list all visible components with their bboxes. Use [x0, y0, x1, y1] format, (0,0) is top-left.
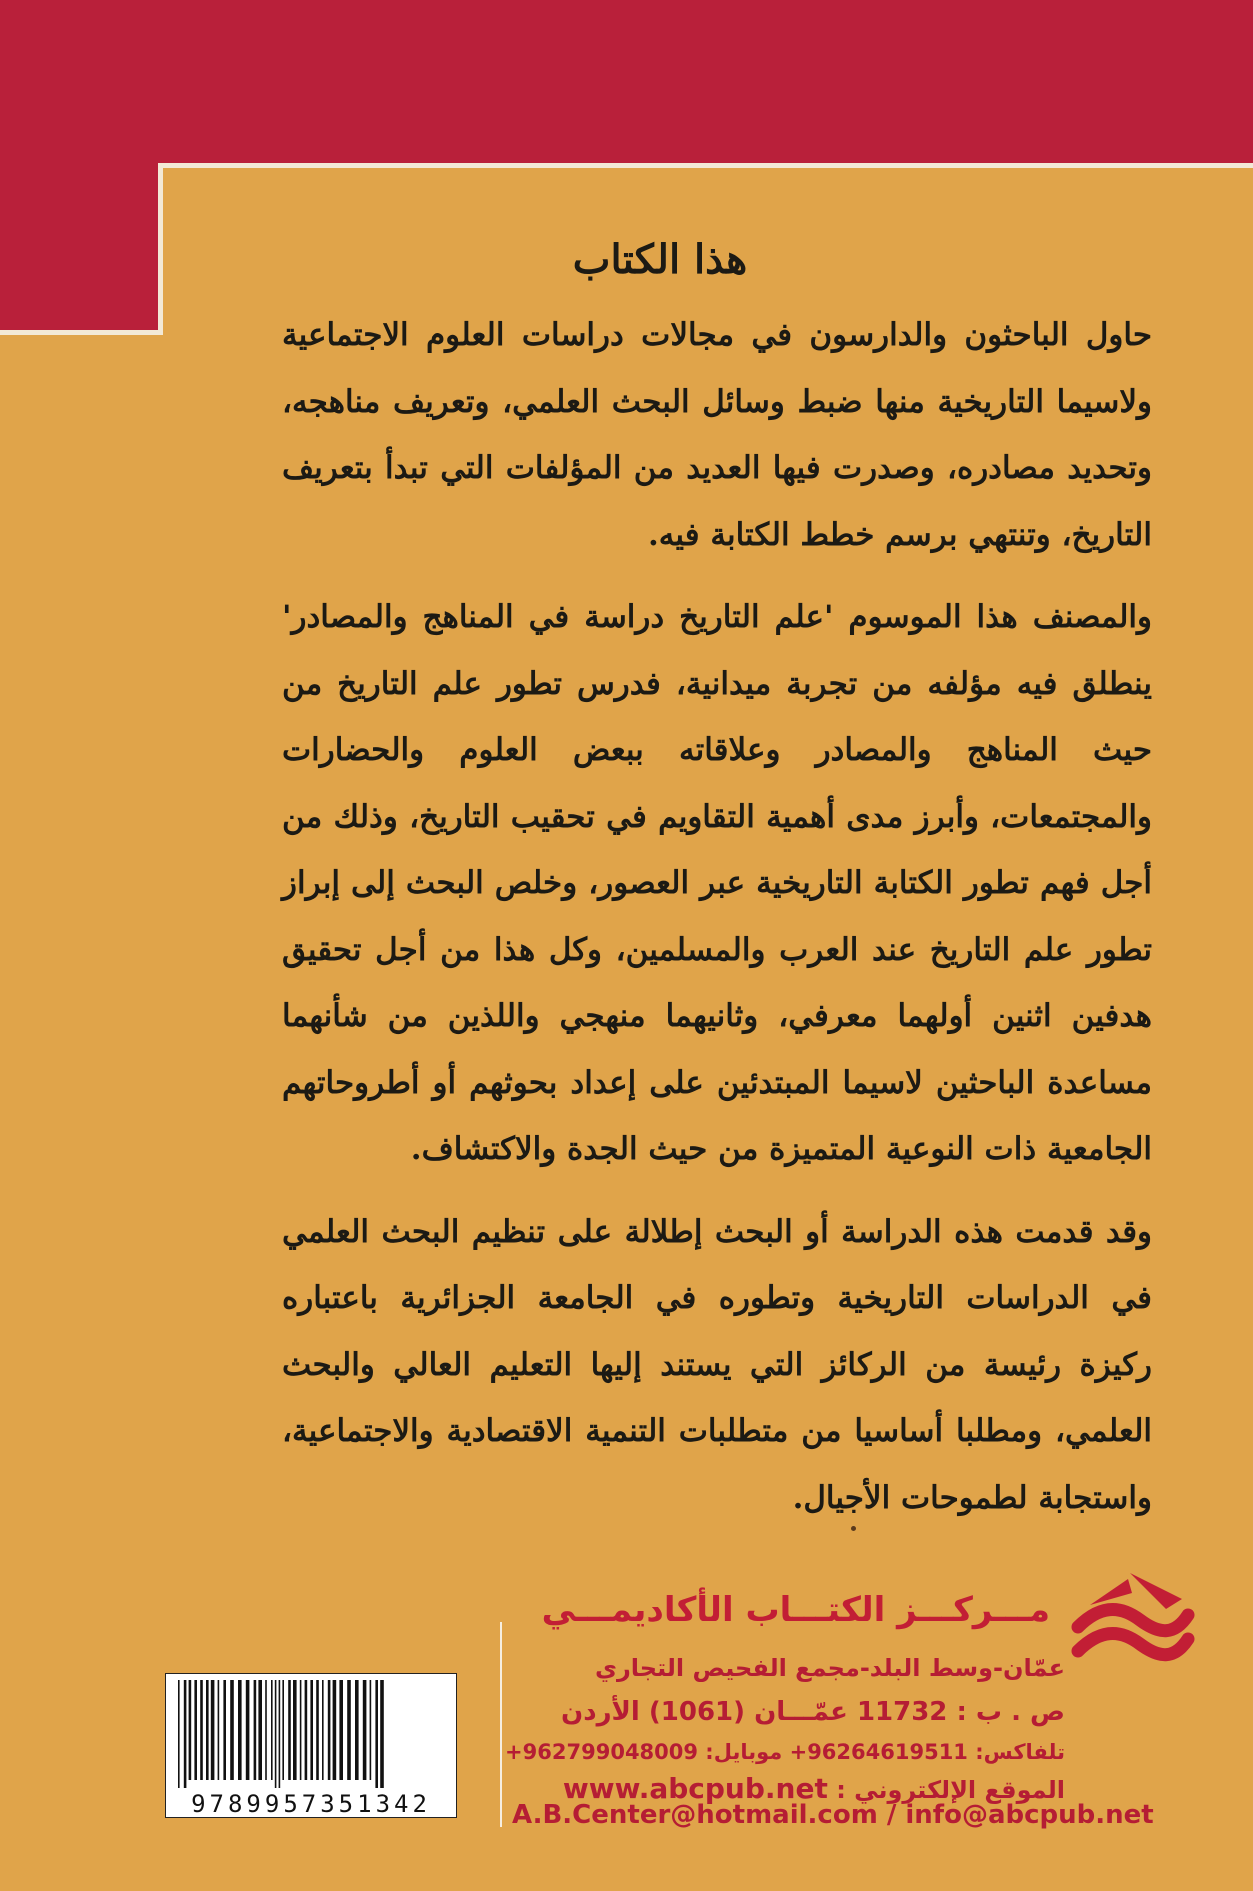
side-red-band — [0, 167, 162, 333]
website-link[interactable]: www.abcpub.net — [562, 1772, 828, 1805]
barcode-bar — [288, 1680, 291, 1780]
barcode-bar — [258, 1680, 262, 1780]
barcode-bar — [347, 1680, 351, 1780]
barcode-bar — [279, 1680, 281, 1788]
section-title: هذا الكتاب — [572, 236, 748, 283]
barcode-bar — [211, 1680, 215, 1780]
barcode-bar — [275, 1680, 277, 1788]
barcode-bar — [265, 1680, 267, 1780]
decorative-dot — [851, 1526, 856, 1531]
publisher-name: مـــركـــز الكتـــاب الأكاديمـــي — [541, 1590, 1050, 1630]
barcode-bar — [328, 1680, 331, 1780]
barcode-bar — [194, 1680, 197, 1780]
barcode-bar — [380, 1680, 384, 1788]
blurb-paragraph-2: والمصنف هذا الموسوم 'علم التاريخ دراسة في المناهج والمصادر' ينطلق فيه مؤلفه من تجربة ميدانية، فدرس تطور علم التاريخ من حيث المناهج والمصادر وعلاقاته ببعض العلوم والحضارات والمجتمعات، وأبرز مدى أهمية التقاويم في تحقيب التاريخ، وذلك من أجل فهم تطور الكتابة التاريخية عبر العصور، وخلص البحث إلى إبراز تطور علم التاريخ عند العرب والمسلمين، وكل هذا من أجل تحقيق هدفين اثنين أولهما معرفي، وثانيهما منهجي واللذين من شأنهما مساعدة الباحثين لاسيما المبتدئين على إعداد بحوثهم أو أطروحاتهم الجامعية ذات النوعية المتميزة من حيث الجدة والاكتشاف. — [282, 599, 1152, 1167]
barcode-bar — [271, 1680, 273, 1780]
blurb-paragraph-3: وقد قدمت هذه الدراسة أو البحث إطلالة على تنظيم البحث العلمي في الدراسات التاريخية وتطوره في الجامعة الجزائرية باعتباره ركيزة رئيسة من الركائز التي يستند إليها التعليم العالي والبحث العلمي، ومطلبا أساسيا من متطلبات التنمية الاقتصادية والاجتماعية، واستجابة لطموحات الأجيال. — [282, 1213, 1152, 1516]
barcode-bar — [363, 1680, 367, 1780]
barcode-bar — [316, 1680, 319, 1780]
barcode-bar — [370, 1680, 372, 1780]
footer-divider — [500, 1622, 502, 1827]
publisher-emails[interactable]: A.B.Center@hotmail.com / info@abcpub.net — [512, 1800, 1154, 1830]
barcode-bar — [322, 1680, 324, 1780]
blurb-paragraph-1: حاول الباحثون والدارسون في مجالات دراسات العلوم الاجتماعية ولاسيما التاريخية منها ضبط وسائل البحث العلمي، وتعريف مناهجه، وتحديد مصادره، وصدرت فيها العديد من المؤلفات التي تبدأ بتعريف التاريخ، وتنتهي برسم خطط الكتابة فيه. — [282, 317, 1152, 553]
barcode-bar — [218, 1680, 220, 1780]
website-label: الموقع الإلكتروني : — [836, 1776, 1065, 1804]
barcode-bar — [375, 1680, 378, 1788]
barcode — [165, 1673, 457, 1818]
top-red-band — [0, 0, 1253, 167]
barcode-bar — [189, 1680, 192, 1780]
barcode-bar — [300, 1680, 302, 1780]
barcode-bar — [230, 1680, 234, 1780]
isbn-number: 9789957351342 — [191, 1790, 431, 1818]
barcode-bar — [310, 1680, 313, 1780]
barcode-bar — [200, 1680, 203, 1780]
barcode-bar — [355, 1680, 359, 1780]
barcode-bar — [246, 1680, 250, 1780]
barcode-bar — [333, 1680, 337, 1780]
barcode-bar — [282, 1680, 284, 1780]
publisher-waves-logo-icon — [1070, 1565, 1195, 1685]
barcode-bar — [293, 1680, 297, 1780]
barcode-bar — [184, 1680, 187, 1788]
barcode-bar — [254, 1680, 257, 1780]
barcode-bar — [223, 1680, 226, 1780]
barcode-bar — [238, 1680, 242, 1780]
publisher-phone: تلفاكس: 96264619511+ موبايل: 962799048009+ — [505, 1740, 1065, 1764]
frame-line-left — [158, 163, 163, 334]
barcode-bar — [178, 1680, 180, 1788]
barcode-bar — [206, 1680, 209, 1780]
publisher-pobox: ص . ب : 11732 عمّـــان (1061) الأردن — [561, 1697, 1065, 1727]
barcode-bars — [176, 1680, 446, 1788]
barcode-bar — [339, 1680, 343, 1780]
barcode-bar — [305, 1680, 308, 1780]
publisher-address: عمّان-وسط البلد-مجمع الفحيص التجاري — [594, 1654, 1065, 1682]
blurb-text — [282, 302, 1152, 1547]
frame-line-top — [158, 163, 1253, 168]
frame-line-bottom — [0, 330, 163, 335]
